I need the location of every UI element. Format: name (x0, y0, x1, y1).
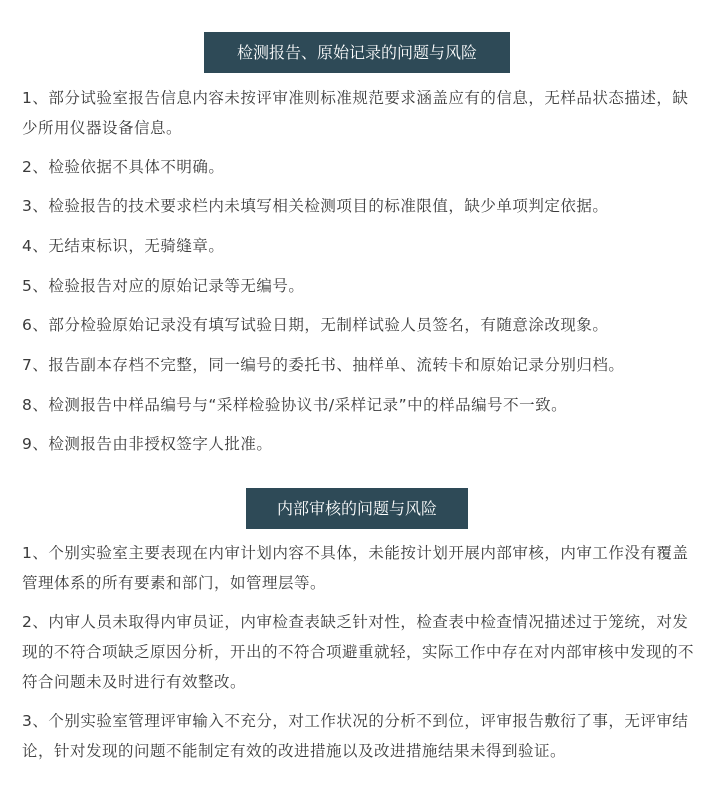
list-item: 7、报告副本存档不完整，同一编号的委托书、抽样单、流转卡和原始记录分别归档。 (22, 356, 625, 374)
list-item: 2、检验依据不具体不明确。 (22, 158, 225, 176)
list-item: 2、内审人员未取得内审员证，内审检查表缺乏针对性，检查表中检查情况描述过于笼统，对发现的不符合项缺乏原因分析，开出的不符合项避重就轻，实际工作中存在对内部审核中发现的不符合问题未及时进行有效整改。 (22, 613, 695, 691)
list-item: 6、部分检验原始记录没有填写试验日期，无制样试验人员签名，有随意涂改现象。 (22, 316, 609, 334)
list-item: 3、个别实验室管理评审输入不充分，对工作状况的分析不到位，评审报告敷衍了事，无评审结论，针对发现的问题不能制定有效的改进措施以及改进措施结果未得到验证。 (22, 712, 689, 760)
list-item: 1、个别实验室主要表现在内审计划内容不具体，未能按计划开展内部审核，内审工作没有覆盖管理体系的所有要素和部门，如管理层等。 (22, 544, 689, 592)
list-item: 4、无结束标识，无骑缝章。 (22, 237, 225, 255)
list-item: 5、检验报告对应的原始记录等无编号。 (22, 277, 305, 295)
section-header-report-records: 检测报告、原始记录的问题与风险 (204, 32, 510, 73)
list-item: 9、检测报告由非授权签字人批准。 (22, 435, 273, 453)
list-item: 8、检测报告中样品编号与“采样检验协议书/采样记录”中的样品编号不一致。 (22, 396, 568, 414)
list-item: 3、检验报告的技术要求栏内未填写相关检测项目的标准限值，缺少单项判定依据。 (22, 197, 609, 215)
list-item: 1、部分试验室报告信息内容未按评审准则标准规范要求涵盖应有的信息，无样品状态描述，缺少所用仪器设备信息。 (22, 89, 689, 137)
section-header-internal-audit: 内部审核的问题与风险 (246, 488, 468, 529)
